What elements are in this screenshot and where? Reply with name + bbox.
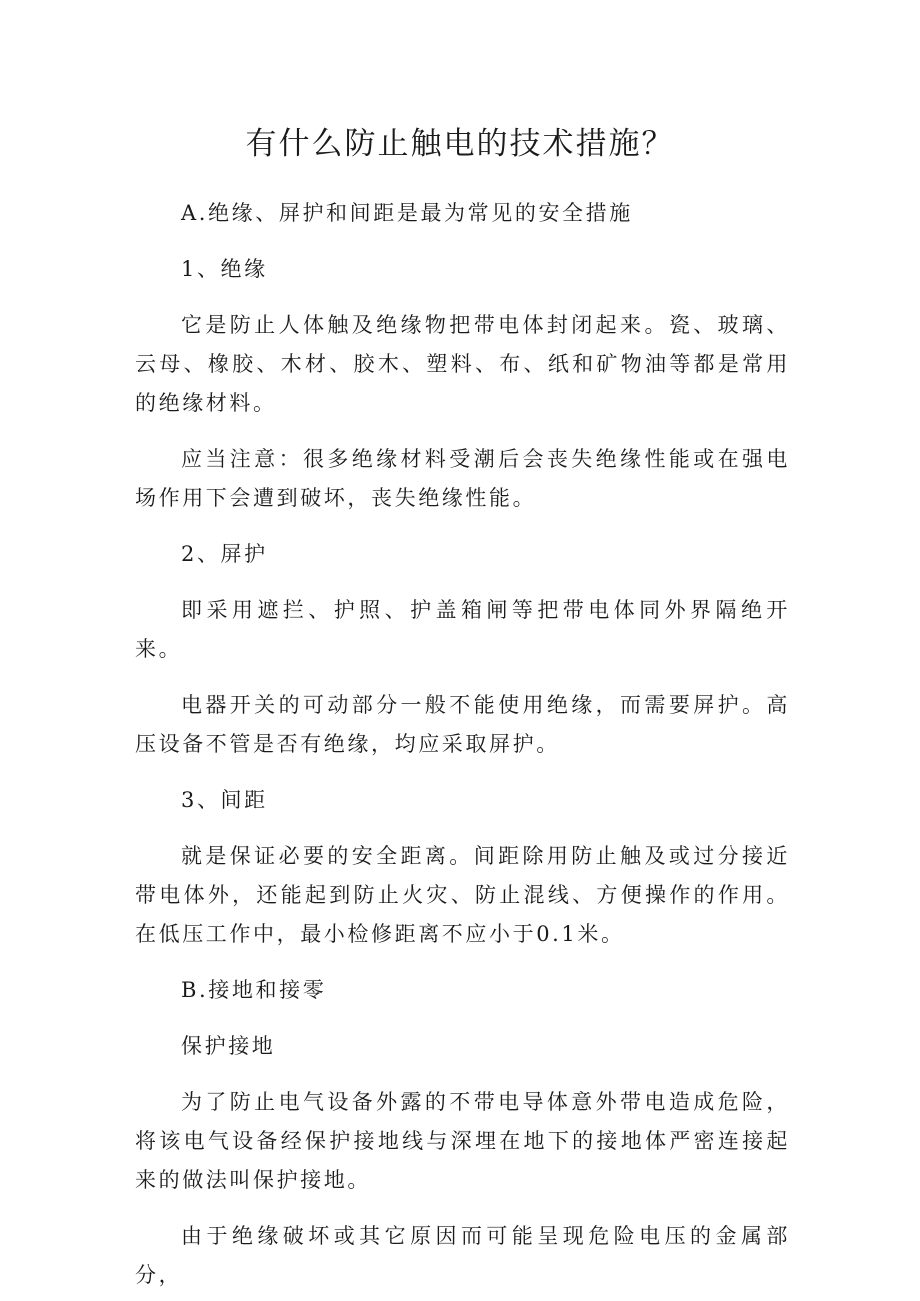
subsection-spacing-heading: 3、间距 — [181, 788, 268, 812]
spacing-paragraph: 就是保证必要的安全距离。间距除用防止触及或过分接近带电体外，还能起到防止火灾、防止混线、方便操作的作用。在低压工作中，最小检修距离不应小于0.1米。 — [135, 844, 790, 946]
subsection-insulation-heading: 1、绝缘 — [181, 257, 268, 281]
section-a-heading: A.绝缘、屏护和间距是最为常见的安全措施 — [181, 201, 633, 225]
protective-grounding-heading: 保护接地 — [181, 1034, 276, 1058]
document-body — [135, 194, 790, 1295]
insulation-paragraph: 它是防止人体触及绝缘物把带电体封闭起来。瓷、玻璃、云母、橡胶、木材、胶木、塑料、布、纸和矿物油等都是常用的绝缘材料。 — [135, 313, 790, 415]
page-title: 有什么防止触电的技术措施？ — [245, 126, 675, 162]
subsection-shielding-heading: 2、屏护 — [181, 542, 268, 566]
grounding-continuation-paragraph: 由于绝缘破坏或其它原因而可能呈现危险电压的金属部分， — [135, 1224, 790, 1287]
shielding-detail-paragraph: 电器开关的可动部分一般不能使用绝缘，而需要屏护。高压设备不管是否有绝缘，均应采取屏护。 — [135, 693, 790, 756]
shielding-paragraph: 即采用遮拦、护照、护盖箱闸等把带电体同外界隔绝开来。 — [135, 598, 790, 661]
insulation-note-paragraph: 应当注意：很多绝缘材料受潮后会丧失绝缘性能或在强电场作用下会遭到破坏，丧失绝缘性能。 — [135, 447, 790, 510]
section-b-heading: B.接地和接零 — [181, 978, 327, 1002]
protective-grounding-paragraph: 为了防止电气设备外露的不带电导体意外带电造成危险，将该电气设备经保护接地线与深埋在地下的接地体严密连接起来的做法叫保护接地。 — [135, 1090, 790, 1192]
